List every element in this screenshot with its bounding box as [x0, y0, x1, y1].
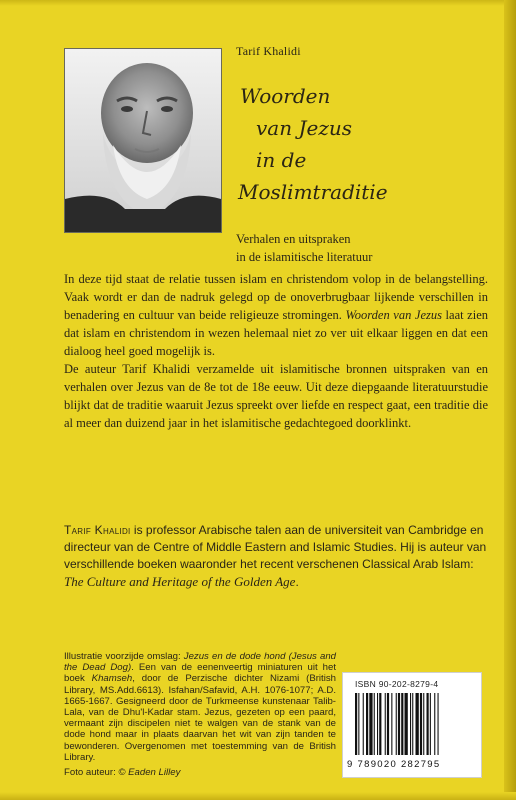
title-line-3: in de [256, 148, 307, 172]
spine-edge [504, 0, 516, 800]
bottom-edge [0, 792, 516, 800]
author-portrait-icon [65, 49, 221, 232]
isbn-label: ISBN 90-202-8279-4 [355, 679, 439, 689]
blurb-paragraph-1 [64, 270, 488, 360]
subtitle-line-1: Verhalen en uitspraken [236, 232, 351, 246]
blurb-p1-title: Woorden van Jezus [345, 308, 442, 322]
isbn-barcode-box [342, 672, 482, 778]
bio-text-a: is professor Arabische talen aan de universiteit van Cambridge en directeur van de Centre of Middle Eastern and Islamic Studies. Hij is auteur van verschillende boeken waaronder het recent verschenen Classical Arab Islam: [64, 523, 487, 571]
author-photo [64, 48, 222, 233]
top-edge [0, 0, 516, 6]
barcode-number: 9 789020 282795 [347, 759, 441, 770]
credits-book: Khamseh [91, 673, 133, 685]
author-name: Tarif Khalidi [236, 44, 301, 58]
blurb-p1-text-b: laat zien dat islam en christendom in wezen helemaal niet zo ver uit elkaar liggen en dat een dialoog heel goed mogelijk is. [64, 308, 488, 358]
blurb-paragraph-2: De auteur Tarif Khalidi verzamelde uit islamitische bronnen uitspraken van en verhalen over Jezus van de 8e tot de 18e eeuw. Uit deze diepgaande literatuurstudie blijkt dat de traditie waaruit Jezus spreekt over liefde en respect gaat, een traditie die al meer dan duizend jaar in het islamitische gedachtegoed doorklinkt. [64, 362, 488, 430]
barcode-icon [355, 693, 469, 755]
bio-text-b: . [295, 575, 299, 589]
photo-credit-name: © Eaden Lilley [118, 767, 181, 778]
illustration-credits [64, 651, 336, 763]
title-line-2: van Jezus [256, 116, 352, 140]
bio-book-title: The Culture and Heritage of the Golden Age [64, 574, 296, 589]
credits-work-title: Jezus en de dode hond (Jesus and the Dead Dog) [64, 651, 336, 674]
book-subtitle [236, 230, 372, 266]
credits-label: Illustratie voorzijde omslag: [64, 651, 184, 662]
author-bio [64, 522, 494, 591]
photo-credit-label: Foto auteur: [64, 767, 119, 778]
photo-credit [64, 767, 180, 778]
book-title [238, 80, 488, 208]
credits-text-a: . Een van de eenenveertig miniaturen uit het boek [64, 662, 336, 685]
title-line-4: Moslimtraditie [238, 180, 388, 204]
subtitle-line-2: in de islamitische literatuur [236, 250, 373, 264]
title-line-1: Woorden [240, 84, 331, 108]
blurb-p1-text-a: In deze tijd staat de relatie tussen islam en christendom volop in de belangstelling. Vaak wordt er dan de nadruk gelegd op de onoverbrugbaar lijkende verschillen in benadering en cultuur van beide religieuze stromingen. [64, 272, 488, 322]
blurb [64, 270, 488, 432]
credits-text-b: , door de Perzische dichter Nizami (British Library, MS.Add.6613). Isfahan/Safavid, A.H. 1076-1077; A.D. 1665-1667. Gesigneerd door de Turkmeense kunstenaar Talib-Lala, van de Dhu'l-Kadar stam. Jezus, gezeten op een paard, vermaant zijn discipelen niet te walgen van de stank van de dode hond maar in plaats daarvan het wit van zijn tanden te bewonderen. Overgenomen met toestemming van de British Library. [64, 673, 336, 763]
bio-author-name: Tarif Khalidi [64, 523, 131, 537]
